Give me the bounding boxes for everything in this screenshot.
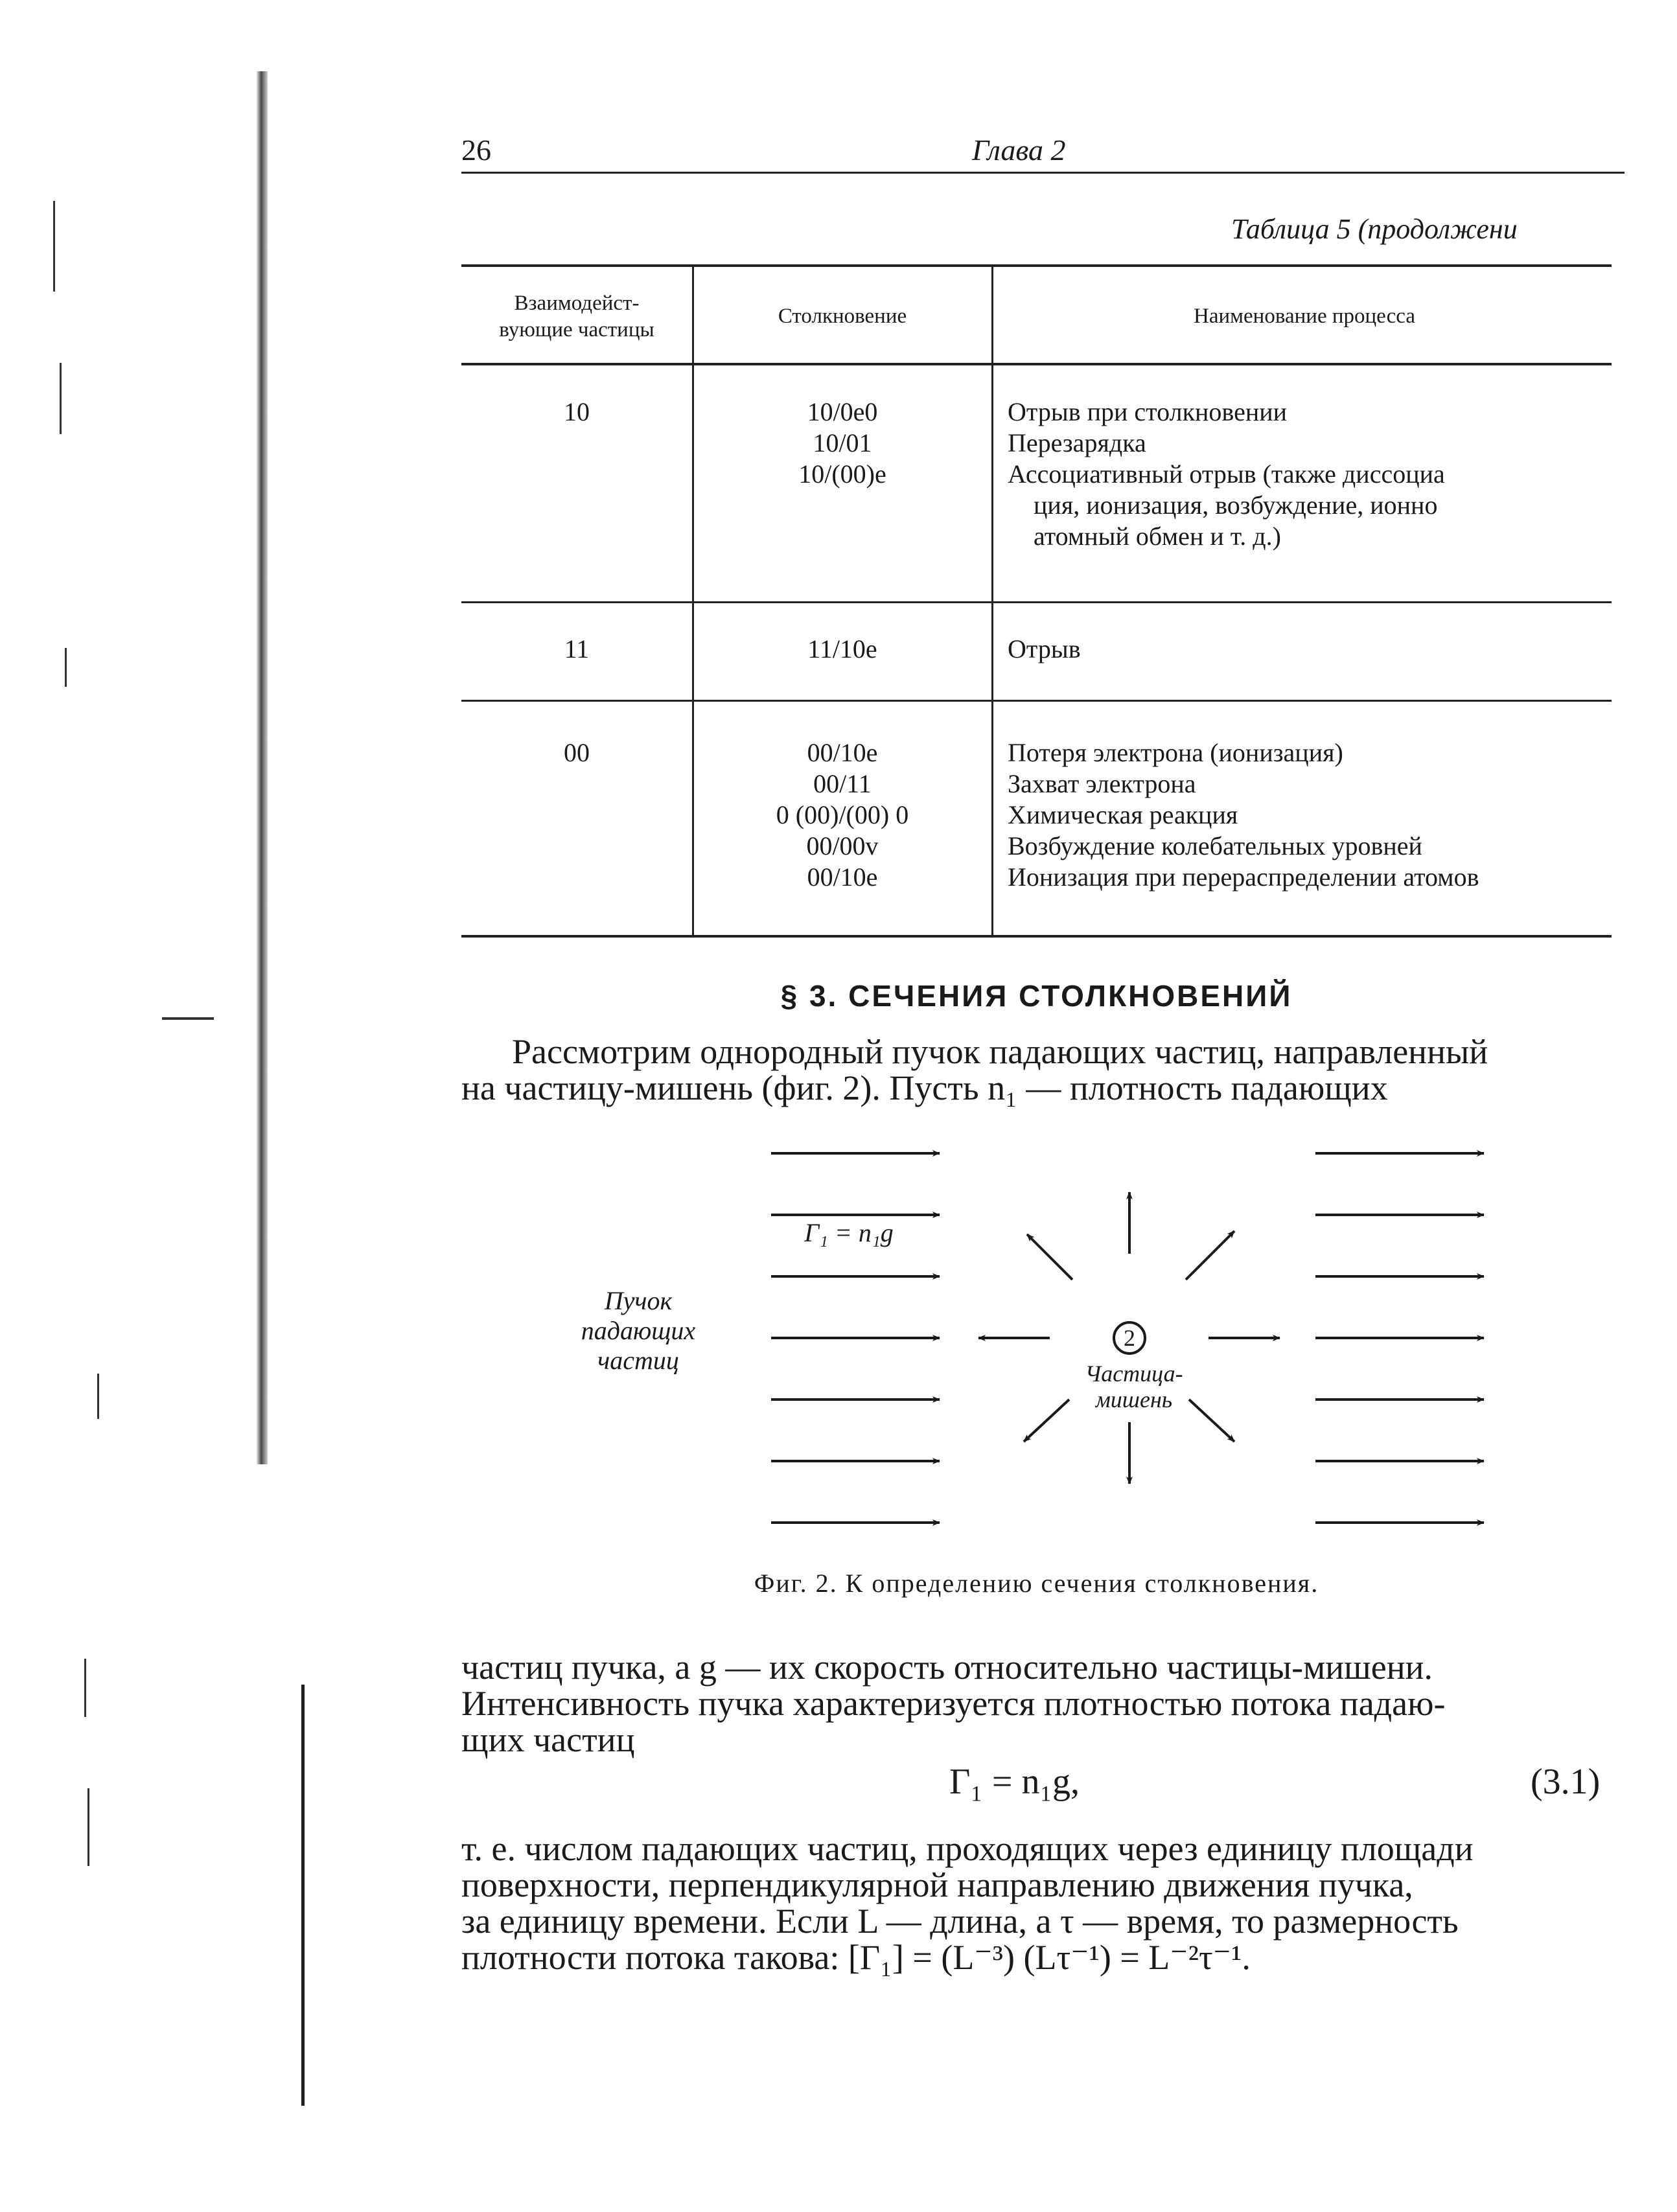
scattered-arrow: [1027, 1234, 1072, 1280]
scan-edge-shadow: [256, 71, 268, 1464]
table-bottom-rule: [461, 935, 1612, 938]
table-cell-collisions: [693, 397, 991, 490]
particles-value: 00: [564, 738, 590, 767]
figure-caption: Фиг. 2. К определению сечения столкновения.: [754, 1569, 1319, 1598]
collision-value: 10/0e0: [807, 397, 878, 426]
table-cell-processes: [1008, 397, 1610, 552]
table-row-rule: [461, 700, 1612, 702]
table-header-process: Наименование процесса: [1194, 305, 1415, 328]
text-line: т. е. числом падающих частиц, проходящих через единицу площади: [461, 1829, 1474, 1868]
table-row-rule: [461, 601, 1612, 603]
flux-label: Γ₁ = n₁g: [804, 1218, 894, 1247]
beam-label-line: падающих: [581, 1316, 696, 1345]
text-line: Рассмотрим однородный пучок падающих частиц, направленный: [512, 1032, 1488, 1071]
collision-value: 11/10e: [807, 634, 877, 663]
collision-value: 00/00v: [806, 831, 879, 860]
text-line: за единицу времени. Если L — длина, а τ — время, то размерность: [461, 1902, 1459, 1941]
process-value: ция, ионизация, возбуждение, ионно: [1034, 490, 1438, 520]
process-value: Возбуждение колебательных уровней: [1008, 831, 1422, 860]
table-cell-particles: [461, 634, 692, 665]
process-value: Ионизация при перераспределении атомов: [1008, 862, 1479, 892]
table-header-collision: Столкновение: [778, 305, 907, 328]
target-label: [1050, 1361, 1218, 1412]
scan-mark: [162, 1017, 214, 1020]
table-cell-processes: [1008, 737, 1610, 893]
table-cell-collisions: [693, 634, 991, 665]
collision-value: 10/01: [813, 428, 872, 457]
scan-mark: [60, 363, 62, 434]
collision-value: 10/(00)e: [798, 459, 886, 489]
process-value: Ассоциативный отрыв (также диссоциа: [1008, 459, 1445, 489]
text-line: плотности потока такова: [Γ₁] = (L⁻³) (Lτ⁻¹) = L⁻²τ⁻¹.: [461, 1938, 1251, 1977]
text-line: щих частиц: [461, 1720, 635, 1759]
beam-label: [531, 1286, 745, 1376]
table-header-rule: [461, 363, 1612, 365]
target-label-line: мишень: [1095, 1387, 1173, 1412]
scan-mark: [87, 1788, 89, 1866]
paragraph-flux: [461, 1649, 1612, 1758]
scan-mark: [53, 201, 55, 292]
header-line: вующие частицы: [499, 318, 654, 342]
table-cell-processes: [1008, 634, 1610, 665]
scattered-arrow: [1186, 1231, 1234, 1280]
target-number: 2: [1124, 1325, 1135, 1351]
table-header-particles: [461, 290, 692, 344]
particles-value: 10: [564, 397, 590, 426]
text-line: на частицу-мишень (фиг. 2). Пусть n₁ — плотность падающих: [461, 1068, 1388, 1107]
target-label-line: Частица-: [1085, 1361, 1183, 1387]
scan-mark: [97, 1374, 99, 1419]
section-title: § 3. СЕЧЕНИЯ СТОЛКНОВЕНИЙ: [780, 979, 1293, 1013]
scan-mark: [84, 1659, 86, 1717]
collision-value: 0 (00)/(00) 0: [776, 800, 909, 829]
scan-mark: [65, 648, 67, 687]
table-cell-particles: [461, 397, 692, 428]
beam-label-line: частиц: [597, 1346, 679, 1375]
scan-edge-line: [301, 1685, 305, 2106]
header-rule: [461, 172, 1625, 174]
collision-value: 00/10e: [807, 862, 878, 892]
collision-value: 00/10e: [807, 738, 878, 767]
process-value: Химическая реакция: [1008, 800, 1238, 829]
running-head: Глава 2: [972, 133, 1066, 167]
table-cell-particles: [461, 737, 692, 768]
table-col-divider: [991, 266, 993, 936]
process-value: Потеря электрона (ионизация): [1008, 738, 1343, 767]
page-number: 26: [461, 133, 491, 167]
paragraph-intro: [461, 1033, 1612, 1106]
header-line: Взаимодейст-: [514, 292, 640, 315]
text-line: поверхности, перпендикулярной направлению движения пучка,: [461, 1865, 1413, 1904]
text-line: частиц пучка, а g — их скорость относительно частицы-мишени.: [461, 1648, 1433, 1687]
process-value: Захват электрона: [1008, 769, 1196, 798]
process-value: атомный обмен и т. д.): [1034, 522, 1281, 551]
particles-value: 11: [564, 634, 590, 663]
process-value: Отрыв: [1008, 634, 1081, 663]
table-cell-collisions: [693, 737, 991, 893]
process-value: Отрыв при столкновении: [1008, 397, 1288, 426]
paragraph-dimension: [461, 1830, 1612, 1976]
equation: Γ₁ = n₁g,: [949, 1762, 1080, 1802]
process-value: Перезарядка: [1008, 428, 1146, 457]
beam-label-line: Пучок: [604, 1286, 673, 1315]
table-caption: Таблица 5 (продолжени: [1231, 213, 1518, 245]
equation-number: (3.1): [1531, 1762, 1601, 1802]
collision-value: 00/11: [813, 769, 872, 798]
text-line: Интенсивность пучка характеризуется плотностью потока падаю-: [461, 1684, 1446, 1723]
table-top-rule: [461, 264, 1612, 267]
